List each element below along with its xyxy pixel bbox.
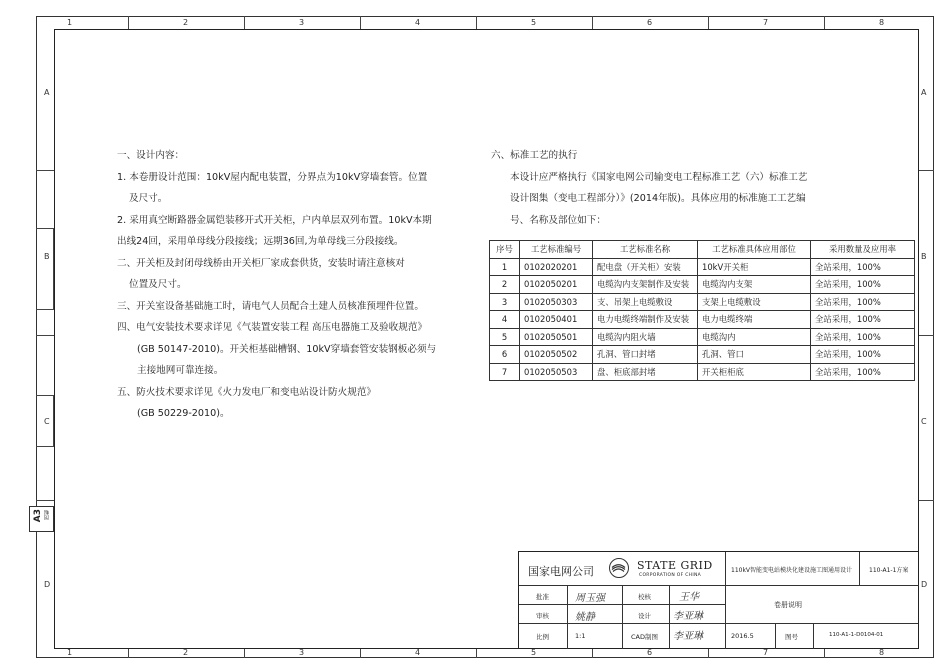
- drawing-title: 卷册说明: [774, 601, 802, 609]
- table-header-cell: 工艺标准具体应用部位: [698, 241, 811, 259]
- table-cell: 0102020201: [520, 258, 593, 276]
- note-line: 出线24回，采用单母线分段接线；远期36回,为单母线三分段接线。: [117, 236, 404, 247]
- note-line: 1. 本卷册设计范围：10kV屋内配电装置，分界点为10kV穿墙套管。位置: [117, 171, 428, 183]
- column-tick: [708, 16, 709, 29]
- table-cell: 3: [490, 293, 520, 311]
- cad-signature: 李亚琳: [673, 631, 703, 642]
- table-row: [490, 311, 915, 329]
- drawing-date: 2016.5: [731, 632, 754, 640]
- table-cell: 支架上电缆敷设: [698, 293, 811, 311]
- table-row: [490, 328, 915, 346]
- row-zone-left-A: A: [44, 88, 50, 97]
- table-cell: 电力电缆终端制作及安装: [593, 311, 698, 329]
- row-tick: [919, 335, 934, 336]
- column-zone-bottom-4: 4: [415, 648, 421, 657]
- margin-box-upper: [36, 228, 54, 310]
- table-cell: 5: [490, 328, 520, 346]
- column-tick: [592, 649, 593, 658]
- drawing-number: 110-A1-1-D0104-01: [829, 632, 884, 638]
- row-zone-right-B: B: [921, 252, 927, 261]
- table-cell: 全站采用，100%: [811, 363, 915, 381]
- note-line: 及尺寸。: [129, 193, 168, 204]
- review-signature: 王华: [679, 592, 699, 603]
- design-notes-right: [491, 145, 807, 231]
- column-tick: [360, 649, 361, 658]
- row-tick: [36, 335, 54, 336]
- standard-process-table: [489, 240, 915, 381]
- column-tick: [244, 16, 245, 29]
- table-cell: 10kV开关柜: [698, 258, 811, 276]
- design-label: 设计: [638, 612, 651, 620]
- column-tick: [592, 16, 593, 29]
- row-zone-right-D: D: [921, 580, 928, 589]
- column-tick: [708, 649, 709, 658]
- table-cell: 电缆沟内支架: [698, 276, 811, 294]
- column-zone-top-8: 8: [879, 18, 885, 27]
- table-cell: 盘、柜底部封堵: [593, 363, 698, 381]
- table-cell: 7: [490, 363, 520, 381]
- table-cell: 电缆沟内支架制作及安装: [593, 276, 698, 294]
- review-label: 校核: [638, 593, 651, 601]
- note-line: 号、名称及部位如下：: [510, 214, 606, 226]
- column-tick: [476, 649, 477, 658]
- title-block: [518, 551, 919, 649]
- table-cell: 全站采用，100%: [811, 276, 915, 294]
- column-tick: [476, 16, 477, 29]
- sheet-size-box: [29, 506, 54, 532]
- column-zone-top-1: 1: [67, 18, 73, 27]
- table-cell: 配电盘（开关柜）安装: [593, 258, 698, 276]
- note-line: 本设计应严格执行《国家电网公司输变电工程标准工艺（六）标准工艺: [510, 171, 808, 183]
- note-line: 六、标准工艺的执行: [491, 150, 578, 161]
- column-zone-bottom-8: 8: [879, 648, 885, 657]
- table-cell: 全站采用，100%: [811, 258, 915, 276]
- column-tick: [128, 16, 129, 29]
- row-tick: [36, 500, 54, 501]
- table-cell: 电缆沟内阻火墙: [593, 328, 698, 346]
- design-signature: 李亚琳: [673, 611, 703, 622]
- sheet-size-label: A3: [33, 509, 43, 523]
- column-zone-top-3: 3: [299, 18, 305, 27]
- table-cell: 全站采用，100%: [811, 346, 915, 364]
- table-cell: 全站采用，100%: [811, 311, 915, 329]
- note-line: 主接地网可靠连接。: [137, 365, 224, 376]
- table-cell: 0102050502: [520, 346, 593, 364]
- table-cell: 开关柜柜底: [698, 363, 811, 381]
- table-cell: 电缆沟内: [698, 328, 811, 346]
- table-cell: 0102050401: [520, 311, 593, 329]
- note-line: 位置及尺寸。: [129, 279, 187, 290]
- table-cell: 孔洞、管口封堵: [593, 346, 698, 364]
- row-zone-left-B: B: [44, 252, 50, 261]
- column-tick: [360, 16, 361, 29]
- state-grid-logo-icon: [609, 558, 629, 578]
- table-cell: 1: [490, 258, 520, 276]
- column-zone-bottom-7: 7: [763, 648, 769, 657]
- note-line: (GB 50147-2010)。开关柜基础槽钢、10kV穿墙套管安装钢板必须与: [137, 343, 437, 355]
- audit-signature: 姚静: [575, 612, 595, 623]
- column-zone-bottom-5: 5: [531, 648, 537, 657]
- note-line: 2. 采用真空断路器金属铠装移开式开关柜，户内单层双列布置。10kV本期: [117, 214, 432, 226]
- column-zone-top-7: 7: [763, 18, 769, 27]
- approve-signature: 周玉强: [575, 593, 605, 604]
- table-header-cell: 工艺标准编号: [520, 241, 593, 259]
- column-zone-bottom-1: 1: [67, 648, 73, 657]
- row-tick: [36, 170, 54, 171]
- table-row: [490, 276, 915, 294]
- row-tick: [919, 170, 934, 171]
- row-zone-right-C: C: [921, 417, 927, 426]
- row-zone-left-C: C: [44, 417, 50, 426]
- row-zone-right-A: A: [921, 88, 927, 97]
- note-line: 二、开关柜及封闭母线桥由开关柜厂家成套供货，安装时请注意核对: [117, 257, 405, 269]
- table-row: [490, 363, 915, 381]
- scale-label: 比例: [536, 633, 549, 641]
- column-zone-top-2: 2: [183, 18, 189, 27]
- note-line: (GB 50229-2010)。: [137, 408, 230, 419]
- table-header-cell: 序号: [490, 241, 520, 259]
- company-name-en: STATE GRID: [637, 559, 713, 572]
- project-code: 110-A1-1方案: [869, 567, 909, 574]
- table-cell: 全站采用，100%: [811, 293, 915, 311]
- table-row: [490, 346, 915, 364]
- column-zone-bottom-3: 3: [299, 648, 305, 657]
- table-cell: 2: [490, 276, 520, 294]
- company-name-en-sub: CORPORATION OF CHINA: [639, 573, 702, 578]
- table-cell: 4: [490, 311, 520, 329]
- note-line: 五、防火技术要求详见《火力发电厂和变电站设计防火规范》: [117, 386, 377, 398]
- table-cell: 0102050503: [520, 363, 593, 381]
- column-zone-top-5: 5: [531, 18, 537, 27]
- sheet-size-caption: 图幅: [44, 510, 50, 520]
- table-cell: 电力电缆终端: [698, 311, 811, 329]
- cad-label: CAD制图: [631, 633, 658, 641]
- column-tick: [244, 649, 245, 658]
- column-zone-top-6: 6: [647, 18, 653, 27]
- column-zone-bottom-2: 2: [183, 648, 189, 657]
- row-tick: [919, 500, 934, 501]
- note-line: 设计图集（变电工程部分）》(2014年版)。具体应用的标准施工工艺编: [510, 193, 806, 204]
- approve-label: 批准: [536, 593, 549, 601]
- note-line: 一、设计内容：: [117, 150, 185, 161]
- table-cell: 0102050201: [520, 276, 593, 294]
- note-line: 三、开关室设备基础施工时，请电气人员配合土建人员核准预埋件位置。: [117, 300, 424, 312]
- note-line: 四、电气安装技术要求详见《气装置安装工程 高压电器施工及验收规范》: [117, 322, 428, 333]
- table-cell: 6: [490, 346, 520, 364]
- column-zone-bottom-6: 6: [647, 648, 653, 657]
- scale-value: 1:1: [575, 632, 586, 640]
- column-zone-top-4: 4: [415, 18, 421, 27]
- table-cell: 0102050303: [520, 293, 593, 311]
- table-cell: 支、吊架上电缆敷设: [593, 293, 698, 311]
- table-cell: 孔洞、管口: [698, 346, 811, 364]
- column-tick: [824, 16, 825, 29]
- table-header-cell: 采用数量及应用率: [811, 241, 915, 259]
- table-cell: 全站采用，100%: [811, 328, 915, 346]
- design-notes-left: [117, 145, 436, 425]
- drawing-no-label: 图号: [785, 633, 798, 641]
- company-name-cn: 国家电网公司: [528, 565, 594, 578]
- project-name: 110kV智能变电站模块化建设施工图通用设计: [731, 567, 853, 574]
- row-zone-left-D: D: [44, 580, 51, 589]
- table-header-cell: 工艺标准名称: [593, 241, 698, 259]
- column-tick: [128, 649, 129, 658]
- table-row: [490, 258, 915, 276]
- table-cell: 0102050501: [520, 328, 593, 346]
- audit-label: 审核: [536, 612, 549, 620]
- table-row: [490, 293, 915, 311]
- column-tick: [824, 649, 825, 658]
